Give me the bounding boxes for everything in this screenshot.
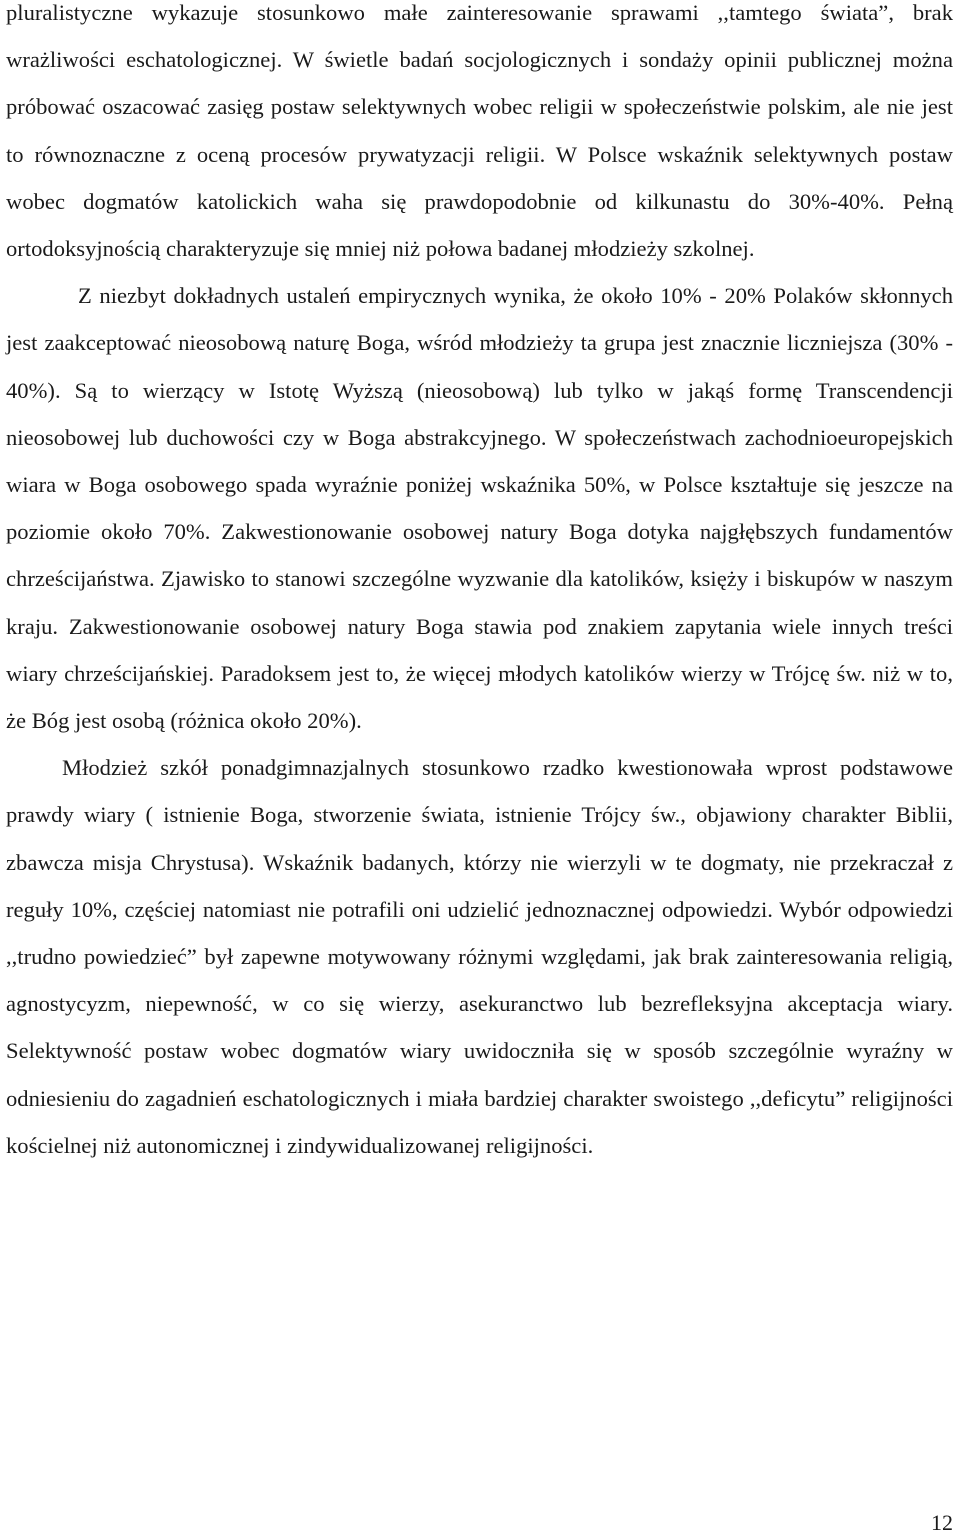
paragraph-1: pluralistyczne wykazuje stosunkowo małe zainteresowanie sprawami ,,tamtego świata”, brak wrażliwości eschatologicznej. W świetle badań socjologicznych i sondaży opinii publicznej można próbować oszacować zasięg postaw selektywnych wobec religii w społeczeństwie polskim, ale nie jest to równoznaczne z oceną procesów prywatyzacji religii. W Polsce wskaźnik selektywnych postaw wobec dogmatów katolickich waha się prawdopodobnie od kilkunastu do 30%-40%. Pełną ortodoksyjnością charakteryzuje się mniej niż połowa badanej młodzieży szkolnej. bbox=[6, 0, 953, 262]
paragraph-2: Z niezbyt dokładnych ustaleń empirycznych wynika, że około 10% - 20% Polaków skłonnych jest zaakceptować nieosobową naturę Boga, wśród młodzieży ta grupa jest znacznie liczniejsza (30% - 40%). Są to wierzący w Istotę Wyższą (nieosobową) lub tylko w jakąś formę Transcendencji nieosobowej lub duchowości czy w Boga abstrakcyjnego. W społeczeństwach zachodnioeuropejskich wiara w Boga osobowego spada wyraźnie poniżej wskaźnika 50%, w Polsce kształtuje się jeszcze na poziomie około 70%. Zakwestionowanie osobowej natury Boga dotyka najgłębszych fundamentów chrześcijaństwa. Zjawisko to stanowi szczególne wyzwanie dla katolików, księży i biskupów w naszym kraju. Zakwestionowanie osobowej natury Boga stawia pod znakiem zapytania wiele innych treści wiary chrześcijańskiej. Paradoksem jest to, że więcej młodych katolików wierzy w Trójcę św. niż w to, że Bóg jest osobą (różnica około 20%). bbox=[6, 283, 953, 734]
body-text bbox=[6, 0, 953, 1169]
paragraph-3: Młodzież szkół ponadgimnazjalnych stosunkowo rzadko kwestionowała wprost podstawowe prawdy wiary ( istnienie Boga, stworzenie świata, istnienie Trójcy św., objawiony charakter Biblii, zbawcza misja Chrystusa). Wskaźnik badanych, którzy nie wierzyli w te dogmaty, nie przekraczał z reguły 10%, częściej natomiast nie potrafili oni udzielić jednoznacznej odpowiedzi. Wybór odpowiedzi ,,trudno powiedzieć” był zapewne motywowany różnymi względami, jak brak zainteresowania religią, agnostycyzm, niepewność, w co się wierzy, asekuranctwo lub bezrefleksyjna akceptacja wiary. Selektywność postaw wobec dogmatów wiary uwidoczniła się w sposób szczególnie wyraźny w odniesieniu do zagadnień eschatologicznych i miała bardziej charakter swoistego ,,deficytu” religijności kościelnej niż autonomicznej i zindywidualizowanej religijności. bbox=[6, 755, 953, 1158]
page-number: 12 bbox=[931, 1510, 953, 1535]
